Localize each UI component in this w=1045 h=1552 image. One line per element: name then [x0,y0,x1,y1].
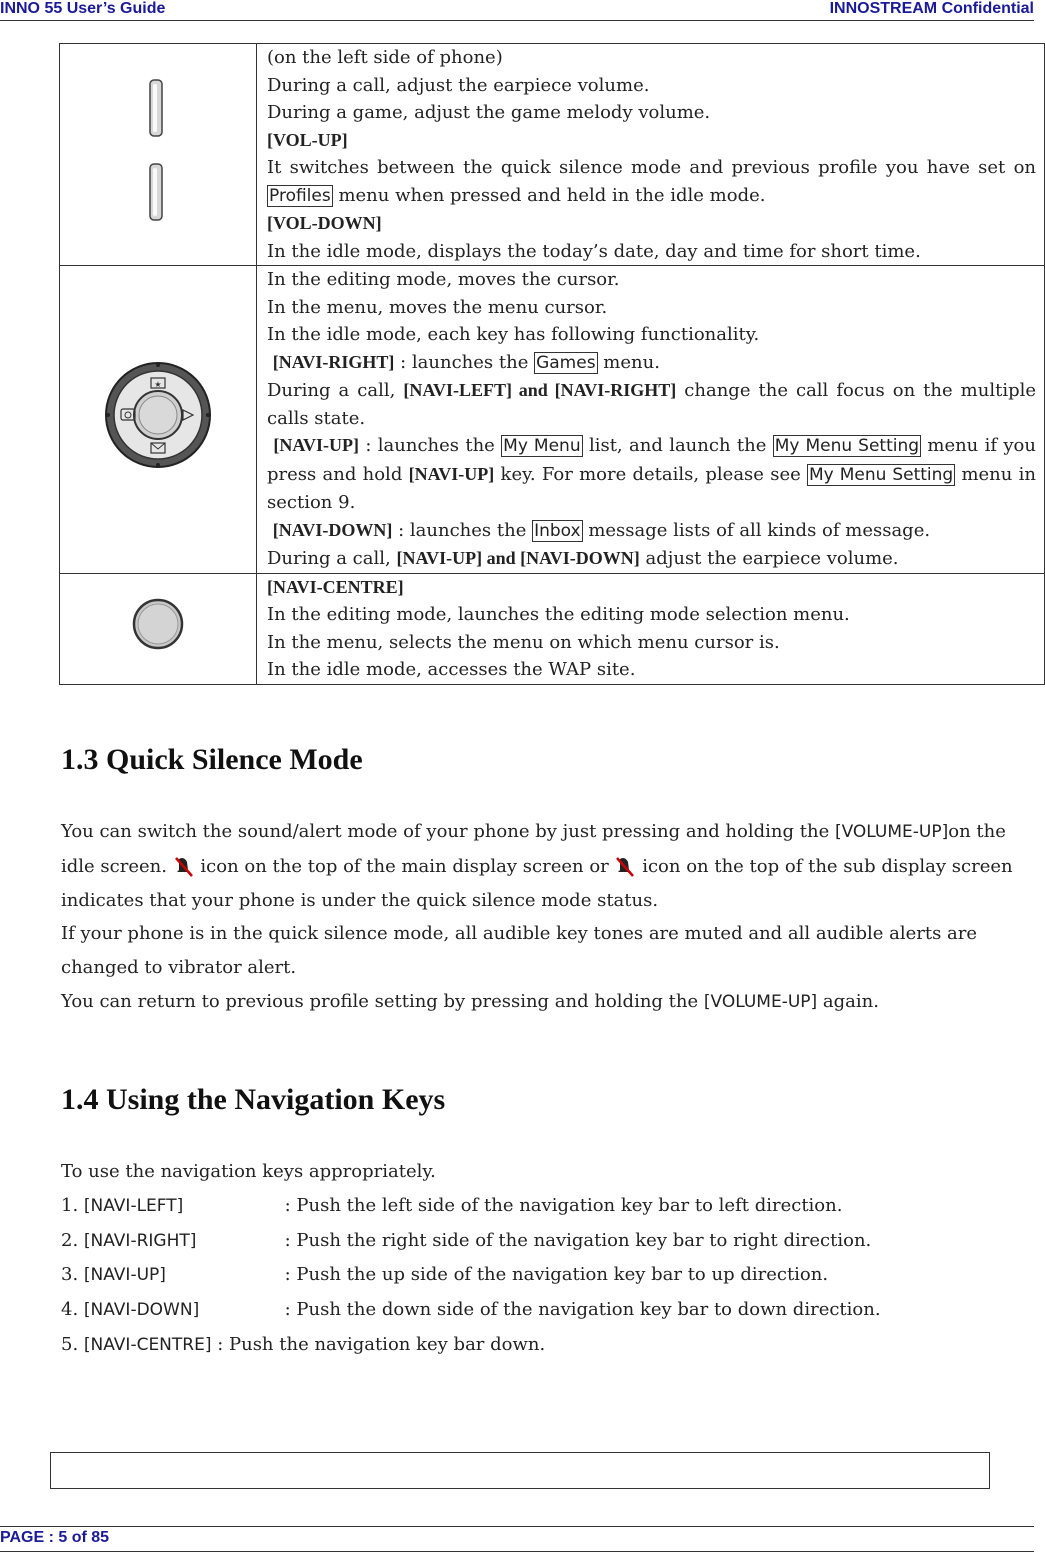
my-menu-setting-link: My Menu Setting [809,464,954,485]
volume-keys-cell [60,44,257,266]
header-confidential: INNOSTREAM Confidential [829,0,1034,17]
games-menu-link: Games [536,352,596,373]
quick-silence-icon [614,856,636,878]
list-item: 4. [NAVI-DOWN] : Push the down side of the navigation key bar to down direction. [61,1299,881,1321]
navigation-keys-list: To use the navigation keys appropriately. 1. [NAVI-LEFT] : Push the left side of the navigation key bar to left direction. 2. [NAVI-RIGHT] : Push the right side of the navigation key bar to right direction. 3. [NAVI-UP] : Push the up side of the navigation key bar to up direction. 4. [NAVI-DOWN] : Push the down side of the navigation key bar to down direction. 5. [NAVI-CENTRE] : Push the navigation key bar down. [61,1155,1036,1363]
centre-key-icon [131,597,185,651]
page-footer [0,1526,1034,1552]
table-row [60,44,1045,266]
header-title: INNO 55 User’s Guide [0,0,166,17]
my-menu-link: My Menu [503,436,581,456]
my-menu-setting-link: My Menu Setting [774,436,920,456]
section-title-quick-silence: 1.3 Quick Silence Mode [61,743,363,776]
list-item: 3. [NAVI-UP] : Push the up side of the navigation key bar to up direction. [61,1264,829,1286]
navigation-key-cell [60,266,257,574]
empty-note-box [50,1452,990,1489]
quick-silence-icon [173,856,195,878]
section-title-navigation-keys: 1.4 Using the Navigation Keys [61,1083,446,1116]
volume-up-key-icon [150,80,162,136]
page-number: PAGE : 5 of 85 [0,1529,110,1546]
list-item: 1. [NAVI-LEFT] : Push the left side of the navigation key bar to left direction. [61,1194,843,1216]
page-header [0,0,1034,21]
volume-keys-icon [143,70,173,230]
list-item: 2. [NAVI-RIGHT] : Push the right side of the navigation key bar to right direction. [61,1229,872,1251]
table-row [60,266,1045,574]
centre-key-cell [60,573,257,684]
volume-keys-description: (on the left side of phone) During a call, adjust the earpiece volume. During a game, adjust the game melody volume. [VOL-UP] It switches between the quick silence mode and previous profile you have set on Profiles menu when pressed and held in the idle mode. [VOL-DOWN] In the idle mode, displays the today’s date, day and time for short time. [257,44,1045,266]
volume-down-key-icon [150,164,162,220]
centre-key-description: [NAVI-CENTRE] In the editing mode, launches the editing mode selection menu. In the menu, selects the menu on which menu cursor is. In the idle mode, accesses the WAP site. [257,573,1045,684]
navigation-pad-icon [103,360,213,470]
profiles-menu-link: Profiles [269,185,331,206]
svg-text:★: ★ [154,380,162,389]
table-row [60,573,1045,684]
quick-silence-text: You can switch the sound/alert mode of your phone by just pressing and holding the [VOLUME-UP]on the idle screen. icon on the top of the main display screen or icon on the top of the sub display screen indicates that your phone is under the quick silence mode status. If your phone is in the quick silence mode, all audible key tones are muted and all audible alerts are changed to vibrator alert. You can return to previous profile setting by pressing and holding the [VOLUME-UP] again. [61,821,1013,1012]
key-function-table [59,43,1045,685]
navigation-keys-description: In the editing mode, moves the cursor. In the menu, moves the menu cursor. In the idle mode, each key has following functionality. [NAVI-RIGHT] : launches the Games menu. During a call, [NAVI-LEFT] and [NAVI-RIGHT] change the call focus on the multiple calls state. [NAVI-UP] : launches the My Menu list, and launch the My Menu Setting menu if you press and hold [NAVI-UP] key. For more details, please see My Menu Setting menu in section 9. [NAVI-DOWN] : launches the Inbox message lists of all kinds of message. During a call, [NAVI-UP] and [NAVI-DOWN] adjust the earpiece volume. [257,266,1045,574]
inbox-menu-link: Inbox [534,520,581,541]
list-item: 5. [NAVI-CENTRE] : Push the navigation key bar down. [61,1333,546,1355]
